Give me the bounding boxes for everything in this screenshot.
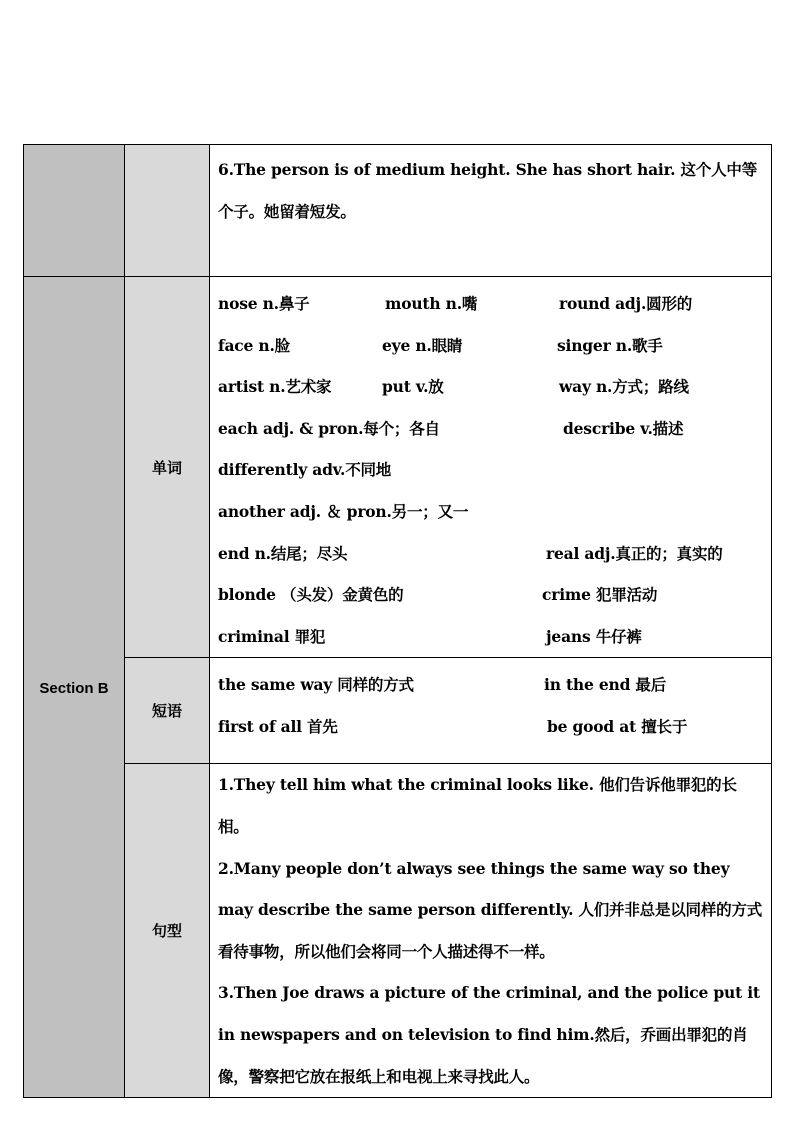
vocab-line bbox=[218, 574, 771, 616]
table-row bbox=[24, 764, 772, 1098]
vocab-item: real adj.真正的；真实的 bbox=[546, 543, 723, 563]
sentence-3: 3.Then Joe draws a picture of the criminal, and the police put it in newspapers and on television to find him.然后，乔画出罪犯的肖像，警察把它放在报纸上和电视上来寻找此人。 bbox=[218, 983, 760, 1086]
vocab-item: crime 犯罪活动 bbox=[542, 585, 658, 605]
vocab-line bbox=[218, 408, 771, 450]
vocab-item: differently adv.不同地 bbox=[218, 460, 392, 480]
vocab-item: way n.方式；路线 bbox=[559, 377, 689, 397]
vocab-item: jeans 牛仔裤 bbox=[546, 626, 642, 646]
vocab-item: blonde （头发）金黄色的 bbox=[218, 585, 404, 605]
vocab-line bbox=[218, 325, 771, 367]
category-label-sentences: 句型 bbox=[151, 922, 182, 941]
vocab-item: another adj. ＆ pron.另一；又一 bbox=[218, 501, 469, 521]
vocabulary-table bbox=[23, 144, 772, 1098]
phrase-line bbox=[218, 664, 771, 706]
category-cell-phrases bbox=[125, 658, 210, 764]
sentence-6: 6.The person is of medium height. She has short hair. 这个人中等个子。她留着短发。 bbox=[218, 160, 758, 221]
vocab-item: put v.放 bbox=[382, 377, 444, 397]
category-label-phrases: 短语 bbox=[151, 702, 182, 721]
vocab-item: criminal 罪犯 bbox=[218, 626, 326, 646]
vocab-item: mouth n.嘴 bbox=[385, 294, 478, 313]
vocab-line bbox=[218, 616, 771, 658]
section-cell-empty bbox=[24, 145, 125, 277]
vocab-item: eye n.眼睛 bbox=[382, 335, 463, 355]
vocab-item: nose n.鼻子 bbox=[218, 294, 310, 313]
vocab-line bbox=[218, 449, 771, 491]
sentence-1: 1.They tell him what the criminal looks like. 他们告诉他罪犯的长相。 bbox=[218, 775, 737, 836]
vocab-content bbox=[210, 277, 772, 658]
content-cell bbox=[210, 145, 772, 277]
phrases-content bbox=[210, 658, 772, 764]
table-row bbox=[24, 145, 772, 277]
category-cell-empty bbox=[125, 145, 210, 277]
vocab-item: singer n.歌手 bbox=[557, 335, 663, 355]
phrase-line bbox=[218, 706, 771, 748]
sentence-2: 2.Many people don’t always see things the same way so they may describe the same person differently. 人们并非总是以同样的方式看待事物，所以他们会将同一个人描述得不一样。 bbox=[218, 858, 763, 961]
vocab-line bbox=[218, 283, 771, 325]
vocab-item: each adj. & pron.每个；各自 bbox=[218, 418, 440, 438]
table-row bbox=[24, 658, 772, 764]
vocab-item: artist n.艺术家 bbox=[218, 377, 332, 397]
phrase-item: first of all 首先 bbox=[218, 716, 338, 736]
section-cell bbox=[24, 277, 125, 1098]
vocab-item: face n.脸 bbox=[218, 335, 290, 355]
vocab-item: round adj.圆形的 bbox=[559, 294, 693, 313]
section-label: Section B bbox=[39, 679, 109, 697]
vocab-line bbox=[218, 533, 771, 575]
vocab-item: end n.结尾；尽头 bbox=[218, 543, 348, 563]
category-cell-sentences bbox=[125, 764, 210, 1098]
vocab-line bbox=[218, 491, 771, 533]
table-row bbox=[24, 277, 772, 658]
category-cell-vocab bbox=[125, 277, 210, 658]
sentences-content bbox=[210, 764, 772, 1098]
phrase-item: the same way 同样的方式 bbox=[218, 675, 414, 695]
phrase-item: be good at 擅长于 bbox=[547, 716, 688, 736]
category-label-vocab: 单词 bbox=[151, 458, 182, 477]
vocab-line bbox=[218, 366, 771, 408]
vocab-item: describe v.描述 bbox=[563, 418, 684, 438]
phrase-item: in the end 最后 bbox=[544, 675, 667, 695]
